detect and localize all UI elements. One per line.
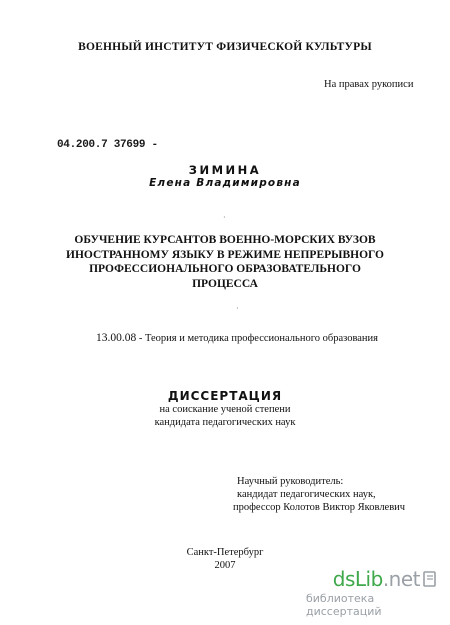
title-line: ИНОСТРАННОМУ ЯЗЫКУ В РЕЖИМЕ НЕПРЕРЫВНОГО [66,248,384,261]
specialty-separator: - [136,333,145,344]
city: Санкт-Петербург [186,547,264,558]
document-type: ДИССЕРТАЦИЯ [167,389,283,403]
watermark-tld: .net [382,567,420,591]
specialty-name: Теория и методика профессионального образования [145,333,378,344]
advisor-heading: Научный руководитель: [237,476,344,487]
watermark-tagline: библиотека диссертаций [306,592,382,618]
author-given-names: Елена Владимировна [149,177,301,189]
institution-name: ВОЕННЫЙ ИНСТИТУТ ФИЗИЧЕСКОЙ КУЛЬТУРЫ [78,41,372,53]
degree-line: кандидата педагогических наук [154,417,296,428]
dissertation-title [0,233,450,291]
speck-mark: · [236,304,239,313]
watermark [306,567,438,618]
title-line: ПРОЦЕССА [192,277,258,290]
watermark-logo [333,567,420,591]
advisor-degree: кандидат педагогических наук, [237,489,376,500]
degree-line: на соискание ученой степени [159,404,291,415]
speck-mark: · [223,213,226,222]
manuscript-note: На правах рукописи [324,79,414,90]
author-surname: ЗИМИНА [188,163,262,177]
book-icon [422,570,438,588]
year: 2007 [214,560,236,571]
library-stamp: 04.200.7 37699 - [57,139,158,151]
specialty-line [96,332,378,344]
title-line: ПРОФЕССИОНАЛЬНОГО ОБРАЗОВАТЕЛЬНОГО [89,263,361,275]
advisor-name: профессор Колотов Виктор Яковлевич [233,502,406,513]
title-line: ОБУЧЕНИЕ КУРСАНТОВ ВОЕННО-МОРСКИХ ВУЗОВ [74,234,376,246]
watermark-brand: dsLib [332,567,383,591]
specialty-code: 13.00.08 [96,332,137,344]
